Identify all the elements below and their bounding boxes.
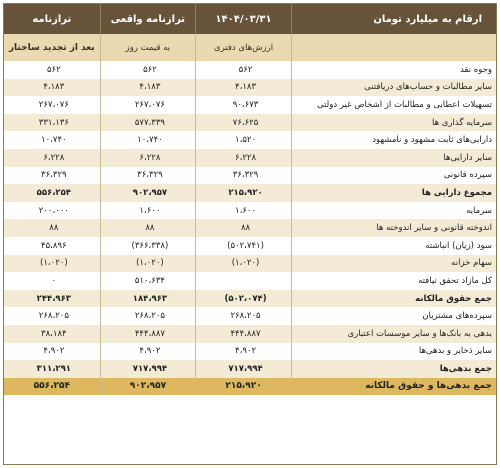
row-restructured-value: ۲۶۷،۰۷۶ [38,99,69,110]
table-row [4,202,496,220]
row-label: جمع بدهی‌ها [291,360,496,378]
row-real-value: (۱،۰۲۰) [100,255,196,273]
row-real-value: ۵۷۷،۳۳۹ [100,114,196,132]
row-book-value: ۷۶،۶۲۵ [195,114,291,132]
table-footer-row [4,378,496,395]
row-book-value: ۱،۶۰۰ [195,202,291,220]
row-restructured-value: ۴۵،۸۹۶ [41,240,67,251]
table-row [4,219,496,237]
table-body [4,61,496,378]
header-real-balance-column: ترازنامه واقعی [100,4,196,34]
row-book-value: ۶،۲۲۸ [195,149,291,167]
table-row [4,237,496,255]
row-book-value: ۳۶،۳۲۹ [195,167,291,185]
row-restructured-value: ۲۶۸،۲۰۵ [38,311,69,322]
row-book-value [195,272,291,290]
balance-sheet-table [3,3,497,465]
table-row [4,325,496,343]
row-book-value: (۵۰۲،۰۷۴) [195,290,291,308]
row-label: سپرده قانونی [291,167,496,185]
table-row [4,114,496,132]
table-row [4,184,496,202]
row-real-value: ۷۱۷،۹۹۴ [100,360,196,378]
row-restructured-value: (۱،۰۲۰) [40,258,68,269]
row-label: سرمایه گذاری ها [291,114,496,132]
row-real-value: ۴،۱۸۳ [100,79,196,97]
row-label: سود (زیان) انباشته [291,237,496,255]
table-row [4,360,496,378]
row-label: سپرده‌های مشتریان [291,307,496,325]
row-restructured-value: ۲۴۴،۹۶۳ [36,293,71,304]
row-real-value: ۵۶۲ [100,61,196,79]
header-date-column: ۱۴۰۴/۰۳/۳۱ [195,4,291,34]
footer-real-value: ۹۰۲،۹۵۷ [100,378,196,395]
row-restructured-value: ۳۱۱،۲۹۱ [36,363,71,374]
row-restructured-value: ۳۶،۳۲۹ [41,170,67,181]
row-label: جمع حقوق مالکانه [291,290,496,308]
footer-book-value: ۲۱۵،۹۲۰ [195,378,291,395]
row-label: سایر مطالبات و حساب‌های دریافتنی [291,79,496,97]
row-real-value: ۶،۲۲۸ [100,149,196,167]
row-real-value: ۸۸ [100,219,196,237]
row-real-value: ۲۶۷،۰۷۶ [100,96,196,114]
row-label: سایر دارایی‌ها [291,149,496,167]
row-real-value: ۱،۶۰۰ [100,202,196,220]
row-restructured-value: ۵۵۶،۲۵۴ [36,187,71,198]
table-row [4,307,496,325]
table-row [4,290,496,308]
table-row [4,272,496,290]
row-book-value: (۵۰۲،۷۴۱) [195,237,291,255]
row-label: وجوه نقد [291,61,496,79]
subheader-current-price: به قیمت روز [100,34,196,61]
row-real-value: ۳۶،۳۲۹ [100,167,196,185]
row-book-value: ۸۸ [195,219,291,237]
row-restructured-value: ۳۳۱،۱۳۶ [38,117,69,128]
row-book-value: (۱،۰۲۰) [195,255,291,273]
table-row [4,343,496,361]
row-book-value: ۴،۹۰۲ [195,343,291,361]
row-book-value: ۵۶۲ [195,61,291,79]
header-balance-column: ترازنامه [32,13,72,25]
row-real-value: (۳۶۶،۳۳۸) [100,237,196,255]
row-real-value: ۴،۹۰۲ [100,343,196,361]
row-restructured-value: ۰ [51,275,57,286]
row-book-value: ۴،۱۸۳ [195,79,291,97]
row-restructured-value: ۳۸،۱۸۴ [41,328,67,339]
row-label: اندوخته قانونی و سایر اندوخته ها [291,219,496,237]
row-restructured-value: ۴،۹۰۲ [43,346,65,357]
table-row [4,131,496,149]
subheader-empty-cell [291,34,496,61]
row-restructured-value: ۴،۱۸۳ [43,82,65,93]
row-book-value: ۲۶۸،۲۰۵ [195,307,291,325]
row-book-value: ۲۱۵،۹۲۰ [195,184,291,202]
table-row [4,255,496,273]
row-real-value: ۲۶۸،۲۰۵ [100,307,196,325]
row-label: مجموع دارایی ها [291,184,496,202]
table-row [4,149,496,167]
row-real-value: ۱۰،۷۴۰ [100,131,196,149]
row-label: سایر ذخایر و بدهی‌ها [291,343,496,361]
row-book-value: ۱،۵۲۰ [195,131,291,149]
row-book-value: ۹۰،۶۷۳ [195,96,291,114]
row-label: سهام خزانه [291,255,496,273]
row-label: دارایی‌های ثابت مشهود و نامشهود [291,131,496,149]
row-real-value: ۵۱۰،۶۳۴ [100,272,196,290]
subheader-book-values: ارزش‌های دفتری [195,34,291,61]
table-header-row [4,4,496,34]
row-label: سرمایه [291,202,496,220]
row-label: بدهی به بانک‌ها و سایر موسسات اعتباری [291,325,496,343]
row-restructured-value: ۸۸ [49,223,59,234]
footer-label: جمع بدهی‌ها و حقوق مالکانه [291,378,496,395]
row-restructured-value: ۲۰۰،۰۰۰ [38,205,69,216]
row-restructured-value: ۵۶۲ [46,64,61,75]
row-label: تسهیلات اعطایی و مطالبات از اشخاص غیر دولتی [291,96,496,114]
row-restructured-value: ۱۰،۷۴۰ [41,135,67,146]
subheader-after-restructuring: بعد از تجدید ساختار [8,42,95,53]
footer-restructured-value: ۵۵۶،۲۵۴ [33,381,70,392]
table-row [4,167,496,185]
table-row [4,61,496,79]
row-book-value: ۷۱۷،۹۹۴ [195,360,291,378]
table-subheader-row [4,34,496,61]
row-real-value: ۱۸۴،۹۶۳ [100,290,196,308]
table-row [4,96,496,114]
header-label-column: ارقام به میلیارد تومان [291,4,496,34]
row-real-value: ۴۴۴،۸۸۷ [100,325,196,343]
table-row [4,79,496,97]
row-real-value: ۹۰۲،۹۵۷ [100,184,196,202]
row-label: کل مازاد تحقق نیافته [291,272,496,290]
row-book-value: ۴۴۴،۸۸۷ [195,325,291,343]
row-restructured-value: ۶،۲۲۸ [43,152,65,163]
